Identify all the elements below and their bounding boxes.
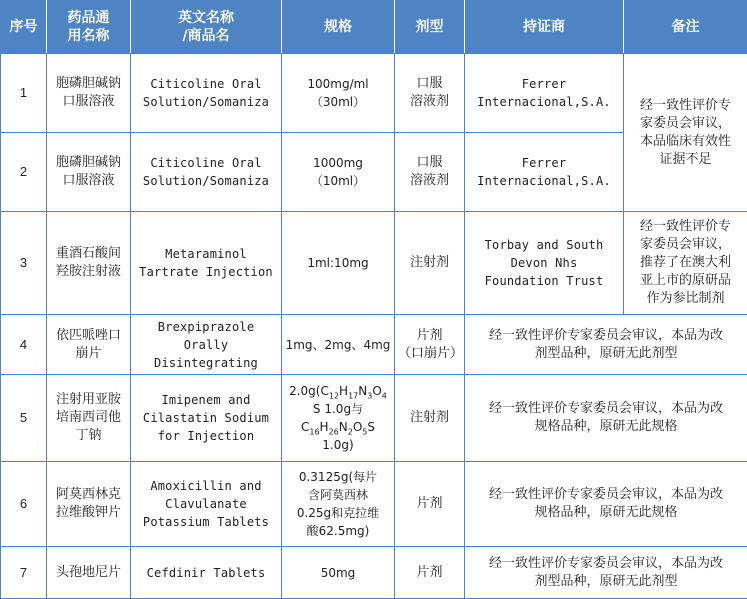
table-row <box>1 547 747 599</box>
cell-remark-wide: 经一致性评价专家委员会审议，本品为改 剂型品种，原研无此剂型 <box>465 315 747 375</box>
cell-cn-name: 胞磷胆碱钠 口服溶液 <box>47 133 131 212</box>
cell-cn-name: 重酒石酸间 羟胺注射液 <box>47 212 131 315</box>
table-row <box>1 375 747 462</box>
cell-en-name: Imipenem and Cilastatin Sodium for Injection <box>131 375 282 462</box>
header-en-name: 英文名称 /商品名 <box>131 1 282 54</box>
cell-remark-wide: 经一致性评价专家委员会审议，本品为改 剂型品种，原研无此剂型 <box>465 547 747 599</box>
cell-en-name: Amoxicillin and Clavulanate Potassium Tablets <box>131 462 282 547</box>
cell-holder: Ferrer Internacional,S.A. <box>465 54 624 133</box>
cell-spec: 100mg/ml （30ml） <box>282 54 395 133</box>
cell-holder: Torbay and South Devon Nhs Foundation Trust <box>465 212 624 315</box>
cell-form: 片剂 <box>395 462 465 547</box>
cell-en-name: Citicoline Oral Solution/Somaniza <box>131 133 282 212</box>
cell-form: 片剂 <box>395 547 465 599</box>
cell-spec: 1000mg （10ml） <box>282 133 395 212</box>
table-row <box>1 54 747 133</box>
cell-remark-merged: 经一致性评价专 家委员会审议， 本品临床有效性 证据不足 <box>624 54 747 212</box>
cell-form: 片剂 （口崩片） <box>395 315 465 375</box>
header-spec: 规格 <box>282 1 395 54</box>
cell-form: 口服 溶液剂 <box>395 133 465 212</box>
cell-form: 注射剂 <box>395 375 465 462</box>
cell-spec: 1mg、2mg、4mg <box>282 315 395 375</box>
cell-spec: 50mg <box>282 547 395 599</box>
table-row <box>1 315 747 375</box>
cell-spec: 1ml:10mg <box>282 212 395 315</box>
cell-cn-name: 阿莫西林克 拉维酸钾片 <box>47 462 131 547</box>
cell-remark-wide: 经一致性评价专家委员会审议，本品为改 规格品种，原研无此规格 <box>465 375 747 462</box>
table-row <box>1 212 747 315</box>
cell-cn-name: 注射用亚胺 培南西司他 丁钠 <box>47 375 131 462</box>
cell-no: 4 <box>1 315 47 375</box>
header-form: 剂型 <box>395 1 465 54</box>
table-row <box>1 462 747 547</box>
cell-remark-wide: 经一致性评价专家委员会审议，本品为改 规格品种，原研无此规格 <box>465 462 747 547</box>
cell-spec: 0.3125g(每片 含阿莫西林 0.25g和克拉维 酸62.5mg) <box>282 462 395 547</box>
header-remark: 备注 <box>624 1 747 54</box>
cell-cn-name: 胞磷胆碱钠 口服溶液 <box>47 54 131 133</box>
cell-form: 口服 溶液剂 <box>395 54 465 133</box>
header-holder: 持证商 <box>465 1 624 54</box>
cell-no: 6 <box>1 462 47 547</box>
cell-en-name: Metaraminol Tartrate Injection <box>131 212 282 315</box>
cell-remark: 经一致性评价专 家委员会审议， 推荐了在澳大利 亚上市的原研品 作为参比制剂 <box>624 212 747 315</box>
cell-en-name: Cefdinir Tablets <box>131 547 282 599</box>
cell-holder: Ferrer Internacional,S.A. <box>465 133 624 212</box>
cell-form: 注射剂 <box>395 212 465 315</box>
cell-cn-name: 头孢地尼片 <box>47 547 131 599</box>
header-row <box>1 1 747 54</box>
cell-cn-name: 依匹哌唑口 崩片 <box>47 315 131 375</box>
cell-en-name: Brexpiprazole Orally Disintegrating <box>131 315 282 375</box>
cell-no: 3 <box>1 212 47 315</box>
header-cn-name: 药品通 用名称 <box>47 1 131 54</box>
cell-no: 7 <box>1 547 47 599</box>
cell-en-name: Citicoline Oral Solution/Somaniza <box>131 54 282 133</box>
cell-no: 2 <box>1 133 47 212</box>
cell-spec: $2.0g(C_{12}H_{17}N_3O_4$ S 1.0g与 $C_{16}H_{26}N_2O_5S$ 1.0g) <box>282 375 395 462</box>
cell-no: 1 <box>1 54 47 133</box>
cell-no: 5 <box>1 375 47 462</box>
header-no: 序号 <box>1 1 47 54</box>
